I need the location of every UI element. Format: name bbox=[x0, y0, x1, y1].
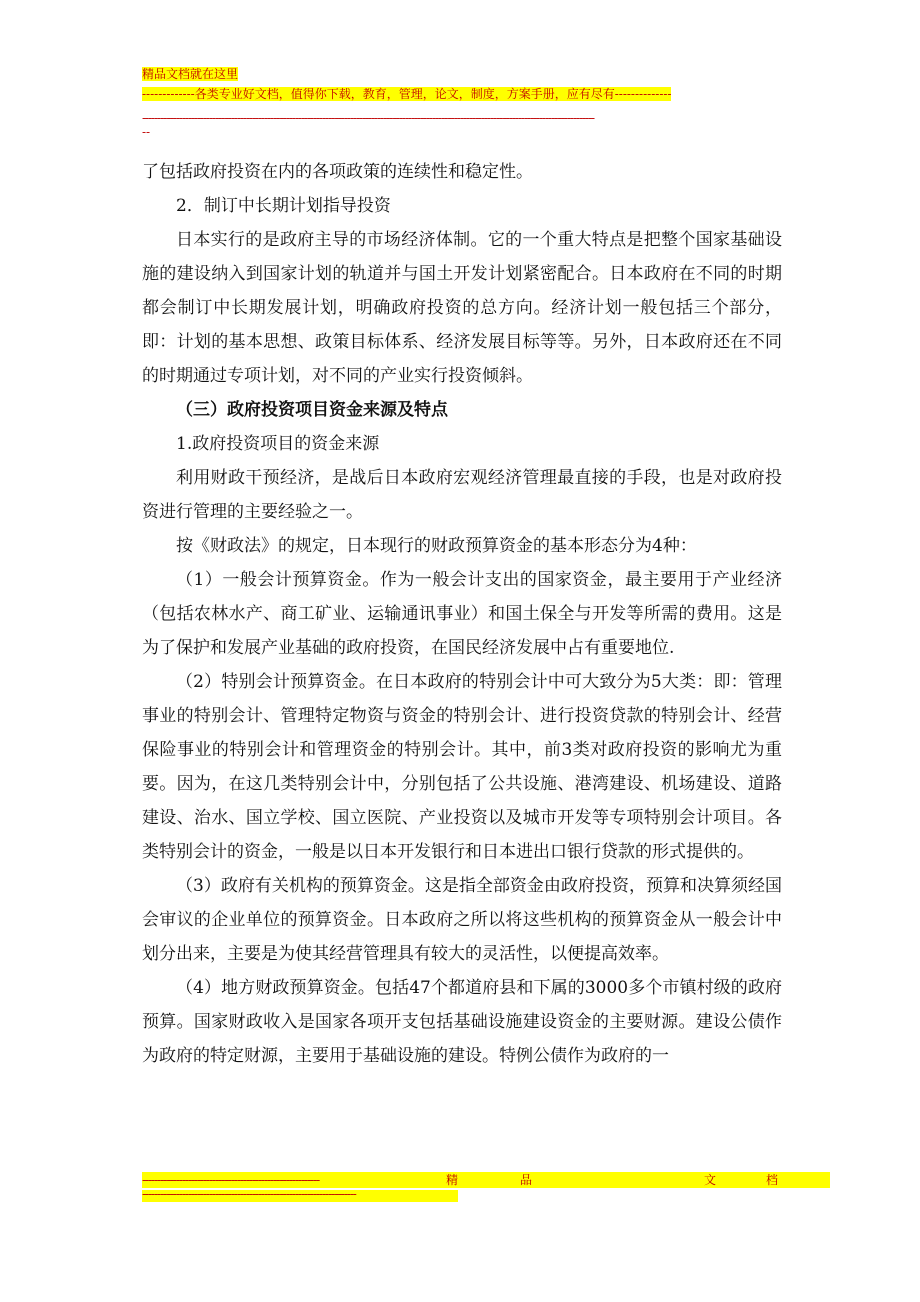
header-title-text: 精品文档就在这里 bbox=[142, 67, 239, 81]
paragraph-special-account: （2）特别会计预算资金。在日本政府的特别会计中可大致分为5大类：即：管理事业的特别会计、管理特定物资与资金的特别会计、进行投资贷款的特别会计、经营保险事业的特别会计和管理资金的特别会计。其中，前3类对政府投资的影响尤为重要。因为，在这几类特别会计中，分别包括了公共设施、港湾建设、机场建设、道路建设、治水、国立学校、国立医院、产业投资以及城市开发等专项特别会计项目。各类特别会计的资金，一般是以日本开发银行和日本进出口银行贷款的形式提供的。 bbox=[142, 672, 782, 862]
paragraph-general-account: （1）一般会计预算资金。作为一般会计支出的国家资金，最主要用于产业经济（包括农林水产、商工矿业、运输通讯事业）和国土保全与开发等所需的费用。这是为了保护和发展产业基础的政府投资，在国民经济发展中占有重要地位. bbox=[142, 570, 782, 658]
subsection-heading-1: 1.政府投资项目的资金来源 bbox=[176, 434, 380, 454]
footer-word-1: 精 bbox=[446, 1173, 459, 1187]
paragraph-local-budget: （4）地方财政预算资金。包括47个都道府县和下属的3000多个市镇村级的政府预算。国家财政收入是国家各项开支包括基础设施建设资金的主要财源。建设公债作为政府的特定财源，主要用于基础设施的建设。特例公债作为政府的一 bbox=[142, 978, 782, 1066]
header-slogan bbox=[142, 86, 756, 102]
paragraph-agency-budget: （3）政府有关机构的预算资金。这是指全部资金由政府投资，预算和决算须经国会审议的企业单位的预算资金。日本政府之所以将这些机构的预算资金从一般会计中划分出来，主要是为使其经营管理具有较大的灵活性，以便提高效率。 bbox=[142, 876, 782, 964]
section-heading-2: 2．制订中长期计划指导投资 bbox=[176, 196, 391, 216]
paragraph-planning: 日本实行的是政府主导的市场经济体制。它的一个重大特点是把整个国家基础设施的建设纳入到国家计划的轨道并与国土开发计划紧密配合。日本政府在不同的时期都会制订中长期发展计划，明确政府投资的总方向。经济计划一般包括三个部分，即：计划的基本思想、政策目标体系、经济发展目标等等。另外，日本政府还在不同的时期通过专项计划，对不同的产业实行投资倾斜。 bbox=[142, 230, 782, 386]
header-divider: ---------------------------------------------------------------------------------------------------------------------------------------------------- bbox=[142, 111, 595, 125]
footer-word-4: 档 bbox=[766, 1173, 779, 1187]
header-title bbox=[142, 66, 238, 82]
section-heading-3: （三）政府投资项目资金来源及特点 bbox=[176, 400, 448, 420]
document-body bbox=[142, 155, 782, 1073]
paragraph-continuation: 了包括政府投资在内的各项政策的连续性和稳定性。 bbox=[142, 162, 533, 182]
footer-word-2: 品 bbox=[520, 1173, 533, 1187]
paragraph-fiscal-law: 按《财政法》的规定，日本现行的财政预算资金的基本形态分为4种： bbox=[176, 536, 697, 556]
footer-dashes: ---------------------------------------------------------- bbox=[142, 1173, 320, 1187]
header-divider-tail: -- bbox=[142, 125, 151, 139]
header-slogan-text: -------------各类专业好文档，值得你下载，教育，管理，论文，制度，方案手册，应有尽有-------------- bbox=[142, 87, 672, 101]
footer-dashes-2: ---------------------------------------------------------------------- bbox=[142, 1187, 356, 1201]
footer-word-3: 文 bbox=[704, 1173, 717, 1187]
paragraph-fiscal-intervention: 利用财政干预经济，是战后日本政府宏观经济管理最直接的手段，也是对政府投资进行管理的主要经验之一。 bbox=[142, 468, 782, 522]
